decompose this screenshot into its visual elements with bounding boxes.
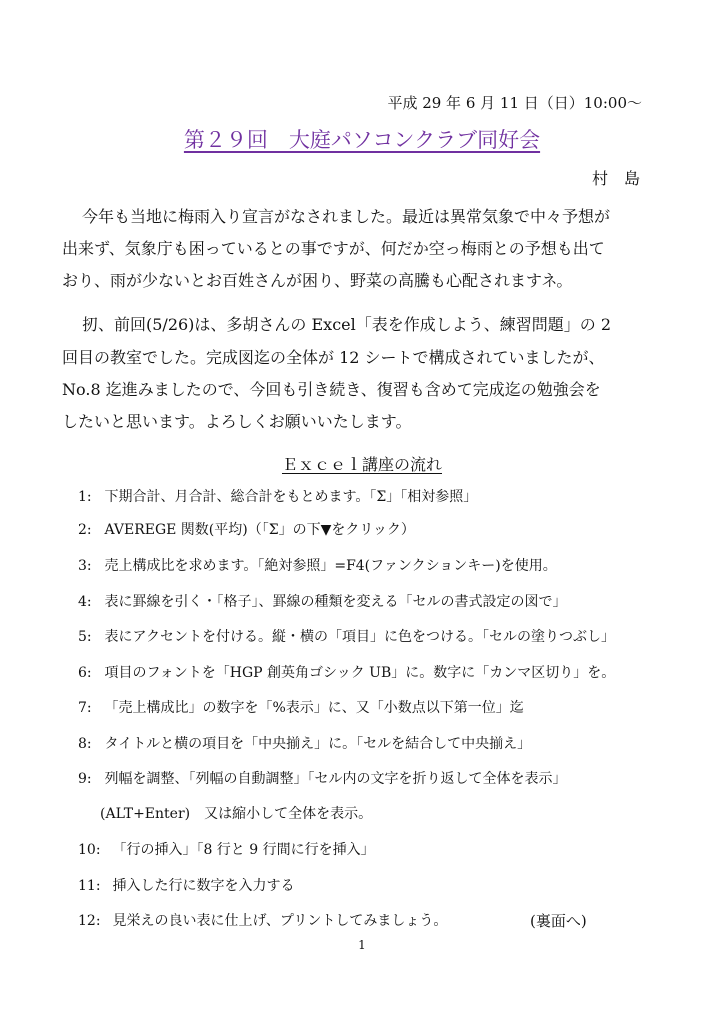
- list-item-text: 下期合計、月合計、総合計をもとめます。「Σ」「相対参照」: [104, 489, 478, 505]
- intro-line: 出来ず、気象庁も困っているとの事ですが、何だか空っ梅雨との予想も出て: [62, 239, 605, 258]
- list-item-number: 10:: [78, 842, 101, 858]
- list-item-text: (ALT+Enter) 又は縮小して全体を表示。: [100, 806, 373, 822]
- list-item-text: タイトルと横の項目を「中央揃え」に。「セルを結合して中央揃え」: [104, 736, 532, 752]
- list-item-number: 8:: [78, 736, 92, 752]
- back-page-note: (裏面へ): [530, 912, 587, 930]
- list-item-text: 見栄えの良い表に仕上げ、プリントしてみましょう。: [112, 913, 448, 929]
- list-item-text: 挿入した行に数字を入力する: [112, 878, 295, 894]
- list-item-text: 「売上構成比」の数字を「%表示」に、又「小数点以下第一位」迄: [104, 700, 524, 716]
- page-title-text: 第２９回 大庭パソコンクラブ同好会: [183, 128, 541, 152]
- intro-line: 今年も当地に梅雨入り宣言がなされました。最近は異常気象で中々予想が: [82, 207, 611, 226]
- list-item: [78, 697, 524, 717]
- page-title: [0, 124, 724, 154]
- page-number: 1: [358, 938, 366, 952]
- list-item-number: 4:: [78, 594, 92, 610]
- list-item-continuation: [100, 803, 372, 823]
- list-item-number: 2:: [78, 522, 92, 538]
- intro-line: 扨、前回(5/26)は、多胡さんの Excel「表を作成しよう、練習問題」の 2: [82, 315, 612, 334]
- list-item-text: 列幅を調整、「列幅の自動調整」「セル内の文字を折り返して全体を表示」: [104, 771, 567, 787]
- intro-line: したいと思います。よろしくお願いいたします。: [62, 412, 412, 431]
- list-item-text: 売上構成比を求めます。「絶対参照」=F4(ファンクションキー)を使用。: [104, 558, 557, 574]
- list-item-text: 項目のフォントを「HGP 創英角ゴシック UB」に。数字に「カンマ区切り」を。: [104, 665, 616, 681]
- list-item-text: 表にアクセントを付ける。縦・横の「項目」に色をつける。「セルの塗りつぶし」: [104, 629, 616, 645]
- list-item-number: 6:: [78, 665, 92, 681]
- section-heading: [0, 452, 724, 475]
- list-item-number: 1:: [78, 489, 92, 505]
- list-item: [78, 875, 294, 895]
- list-item: [78, 768, 566, 788]
- list-item: [78, 662, 615, 682]
- list-item-number: 7:: [78, 700, 92, 716]
- intro-line: No.8 迄進みましたので、今回も引き続き、復習も含めて完成迄の勉強会を: [62, 380, 601, 399]
- list-item-number: 9:: [78, 771, 92, 787]
- list-item-text: 表に罫線を引く・「格子」、罫線の種類を変える「セルの書式設定の図で」: [104, 594, 567, 610]
- list-item: [78, 519, 415, 539]
- list-item-text: 「行の挿入」「8 行と 9 行間に行を挿入」: [112, 842, 375, 858]
- list-item-number: 3:: [78, 558, 92, 574]
- list-item-text: AVEREGE 関数(平均)（「Σ」の下▼をクリック）: [104, 522, 415, 538]
- list-item: [78, 626, 615, 646]
- list-item-number: 12:: [78, 913, 101, 929]
- section-heading-text: Ｅｘｃｅｌ講座の流れ: [281, 455, 442, 474]
- list-item: [78, 733, 531, 753]
- list-item: [78, 839, 375, 859]
- list-item-number: 5:: [78, 629, 92, 645]
- author-name: 村 島: [591, 169, 640, 188]
- list-item: [78, 555, 557, 575]
- list-item: [78, 486, 477, 506]
- list-item: [78, 591, 566, 611]
- list-item: [78, 910, 447, 930]
- intro-line: おり、雨が少ないとお百姓さんが困り、野菜の高騰も心配されますネ。: [62, 271, 573, 290]
- intro-line: 回目の教室でした。完成図迄の全体が 12 シートで構成されていましたが、: [62, 348, 605, 367]
- date-line: 平成 29 年 6 月 11 日（日）10:00～: [387, 94, 642, 112]
- list-item-number: 11:: [78, 878, 101, 894]
